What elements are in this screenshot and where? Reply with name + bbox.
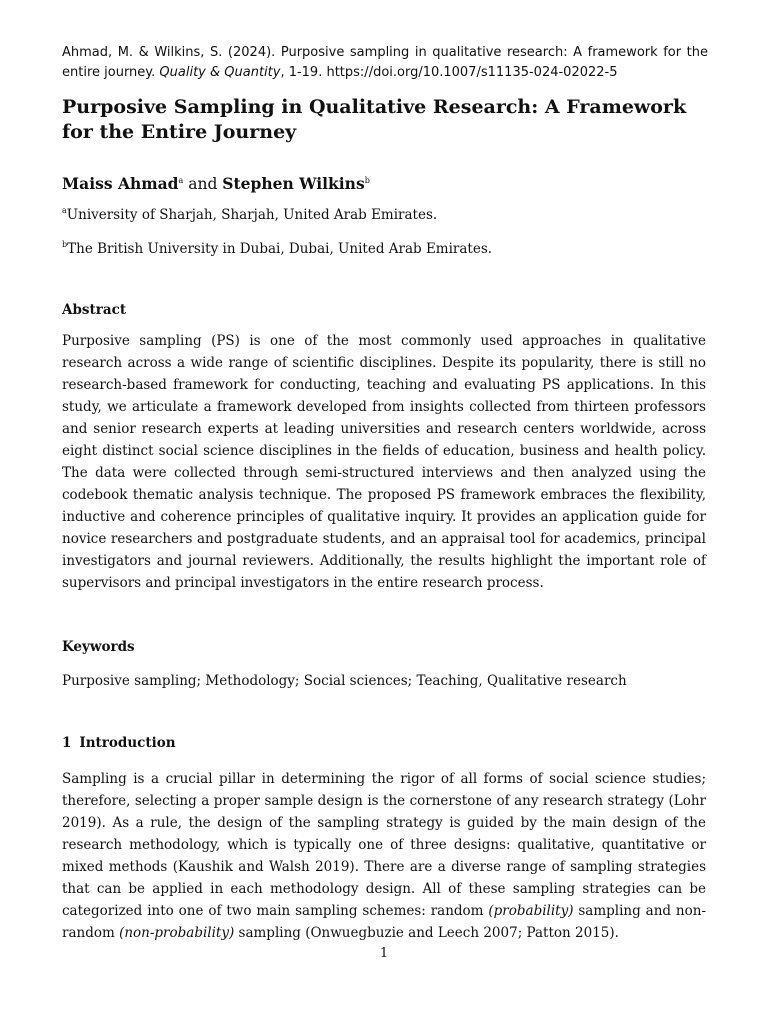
affiliation-text: The British University in Dubai, Dubai, United Arab Emirates. [67, 241, 493, 257]
intro-text-part: Sampling is a crucial pillar in determining the rigor of all forms of social science studies; therefore, selecting a proper sample design is the cornerstone of any research strategy (Lohr 2019). As a rule, the design of the sampling strategy is guided by the main design of the research methodology, which is typically one of three designs: qualitative, quantitative or mixed methods (Kaushik and Walsh 2019). There are a diverse range of sampling strategies that can be applied in each methodology design. All of these sampling strategies can be categorized into one of two main sampling schemes: random [62, 771, 706, 919]
author-connector: and [183, 175, 223, 193]
affiliation-mark: b [62, 240, 68, 249]
citation-journal: Quality & Quantity [159, 65, 281, 80]
affiliation-b [62, 239, 492, 259]
affiliation-text: University of Sharjah, Sharjah, United Arab Emirates. [66, 207, 438, 223]
keywords-heading: Keywords [62, 639, 135, 655]
introduction-text [62, 768, 706, 944]
affiliation-mark: a [62, 206, 67, 215]
keywords-text: Purposive sampling; Methodology; Social sciences; Teaching, Qualitative research [62, 673, 627, 689]
introduction-heading [62, 733, 176, 753]
affiliation-a [62, 205, 437, 225]
intro-italic-term: (probability) [488, 903, 574, 919]
paper-title: Purposive Sampling in Qualitative Research: A Framework for the Entire Journey [62, 96, 687, 143]
author-name: Stephen Wilkins [222, 174, 365, 193]
citation-details: , 1-19. https://doi.org/10.1007/s11135-024-02022-5 [280, 65, 618, 80]
intro-text-part: sampling (Onwuegbuzie and Leech 2007; Patton 2015). [234, 925, 619, 941]
intro-text-part: sampling and non-random [62, 903, 707, 941]
abstract-text: Purposive sampling (PS) is one of the most commonly used approaches in qualitative research across a wide range of scientific disciplines. Despite its popularity, there is still no research-based framework for conducting, teaching and evaluating PS applications. In this study, we articulate a framework developed from insights collected from thirteen professors and senior research experts at leading universities and research centers worldwide, across eight distinct social science disciplines in the fields of education, business and health policy. The data were collected through semi-structured interviews and then analyzed using the codebook thematic analysis technique. The proposed PS framework embraces the flexibility, inductive and coherence principles of qualitative inquiry. It provides an application guide for novice researchers and postgraduate students, and an appraisal tool for academics, principal investigators and journal reviewers. Additionally, the results highlight the important role of supervisors and principal investigators in the entire research process. [62, 333, 706, 591]
abstract-heading: Abstract [62, 302, 127, 318]
author-affiliation-mark: b [364, 176, 370, 185]
author-name: Maiss Ahmad [62, 174, 179, 193]
citation-text: Ahmad, M. & Wilkins, S. (2024). Purposive sampling in qualitative research: A framework for the entire journey. [62, 45, 708, 80]
author-line [62, 173, 370, 195]
page-number: 1 [379, 946, 389, 961]
section-number: 1 [62, 735, 72, 751]
author-affiliation-mark: a [178, 176, 184, 185]
intro-italic-term: (non-probability) [119, 925, 235, 941]
citation [62, 43, 708, 83]
section-title: Introduction [79, 735, 176, 751]
